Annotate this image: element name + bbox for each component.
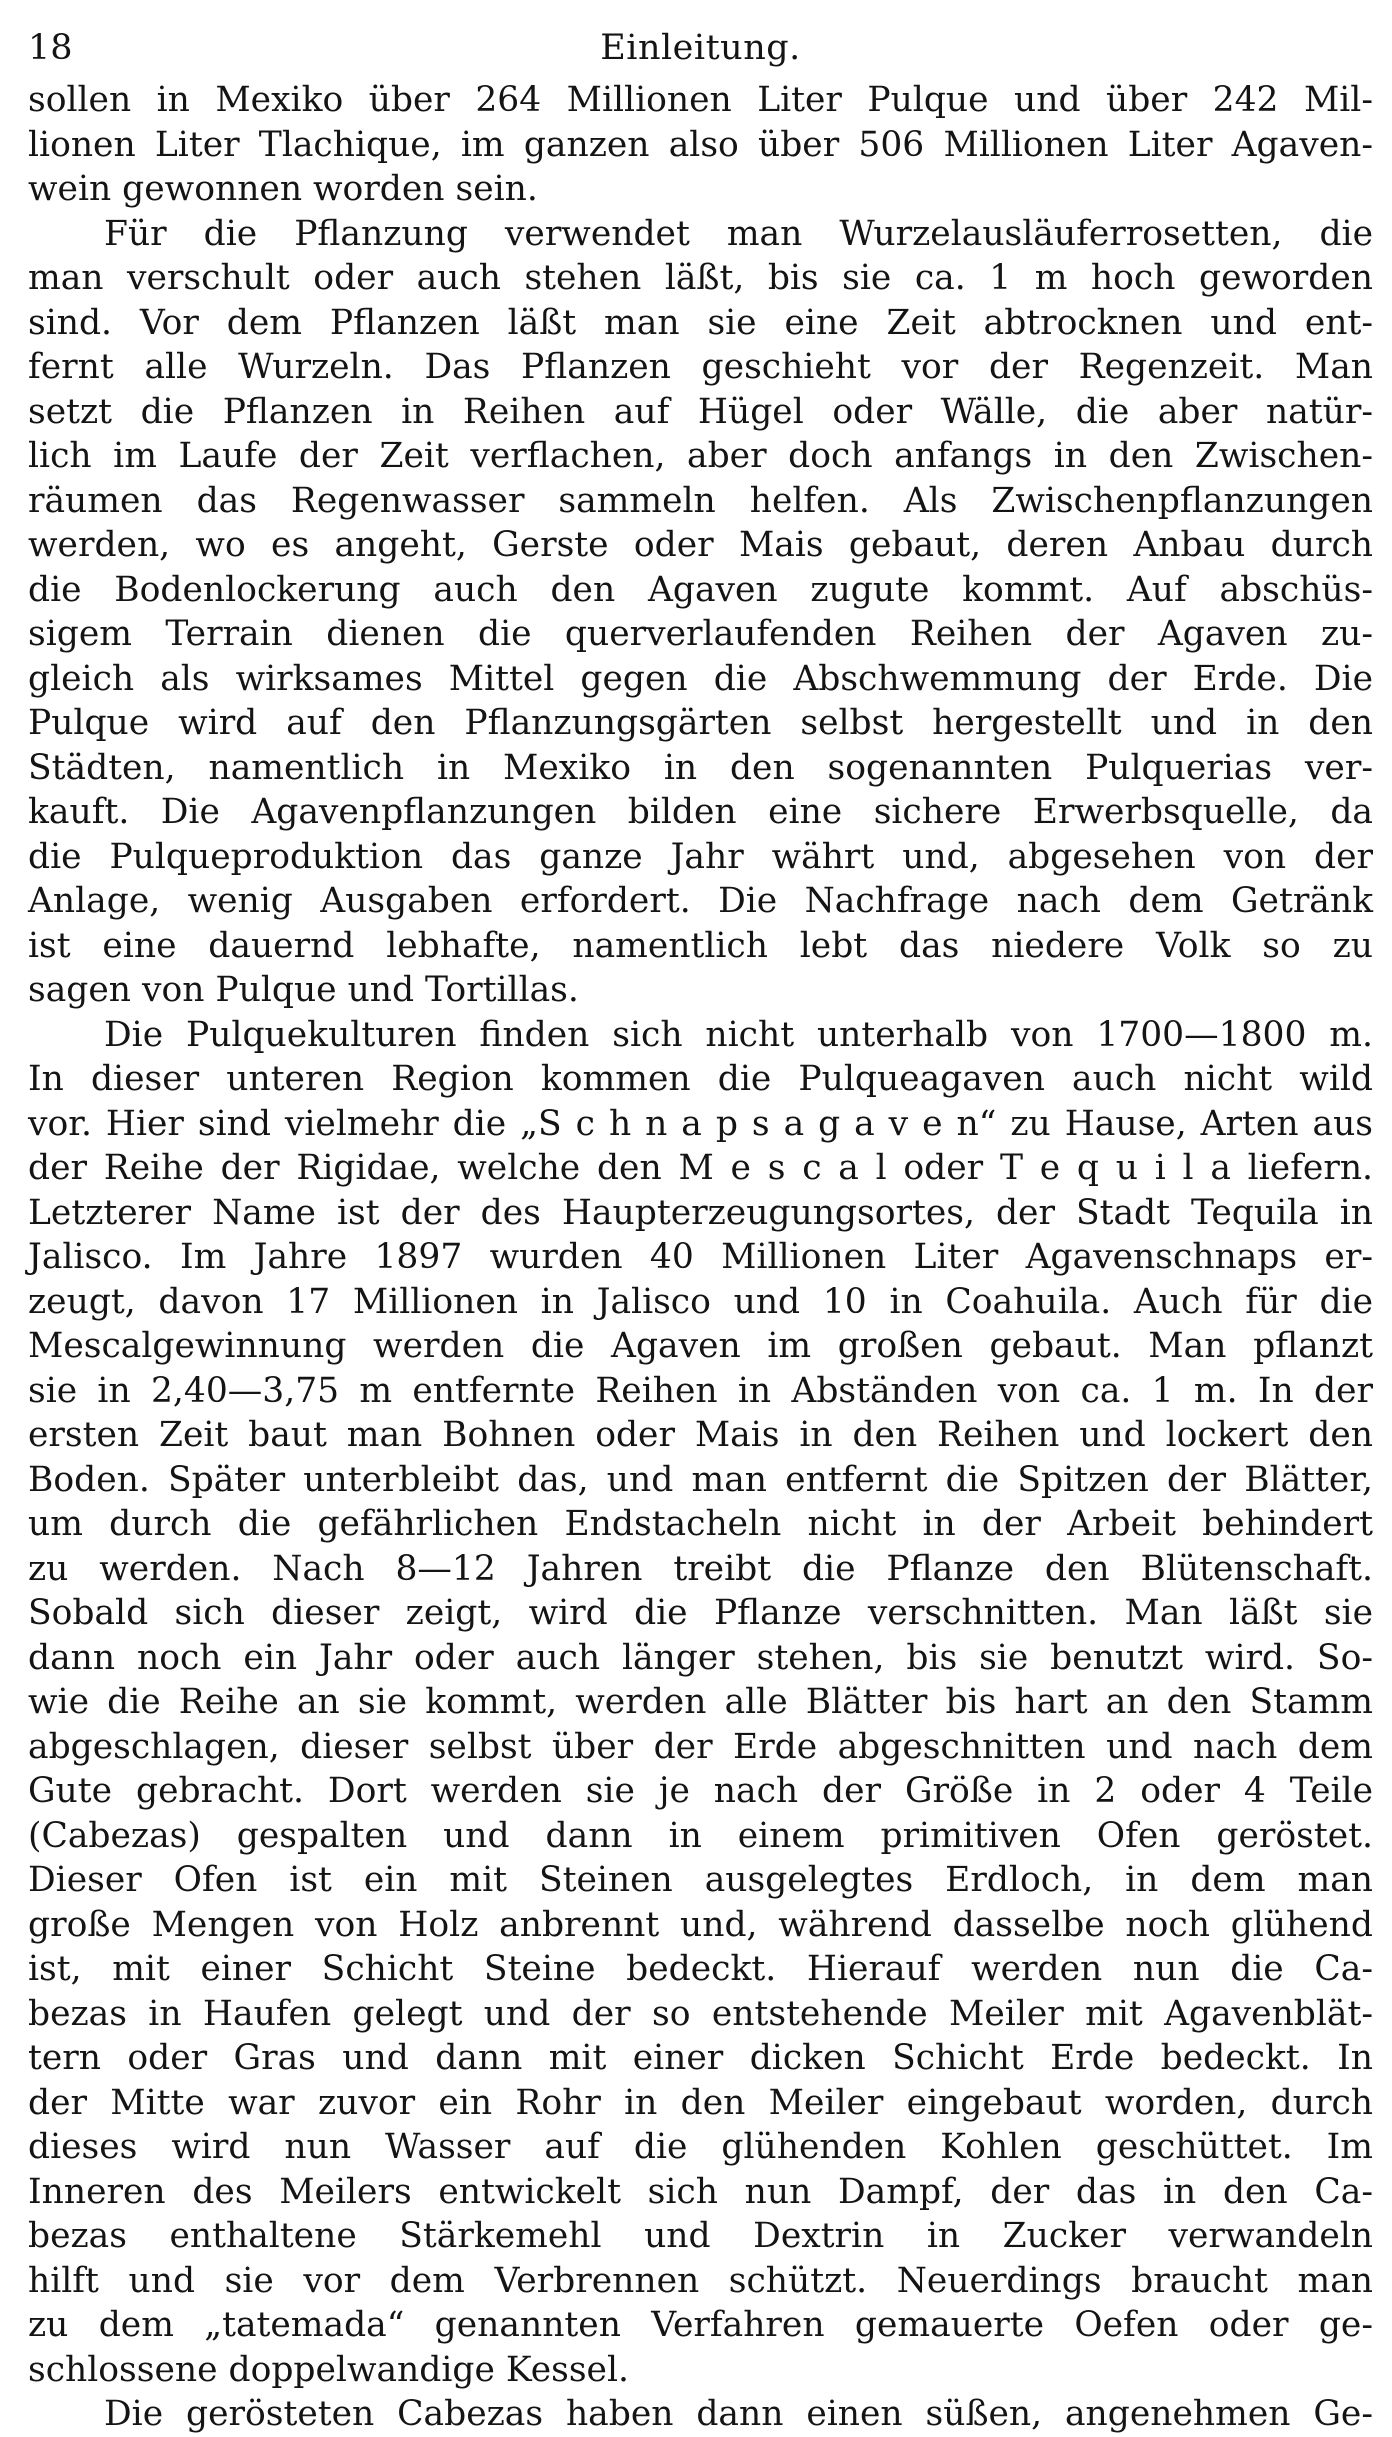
- text-line: bezas in Haufen gelegt und der so entstehende Meiler mit Agavenblät-: [28, 1993, 1373, 2034]
- text-line: Pulque wird auf den Pflanzungsgärten selbst hergestellt und in den: [28, 703, 1373, 743]
- text-line: lich im Laufe der Zeit verflachen, aber doch anfangs in den Zwischen-: [28, 436, 1373, 476]
- paragraph: [28, 212, 1373, 1013]
- text-line: große Mengen von Holz anbrennt und, während dasselbe noch glühend: [28, 1904, 1373, 1945]
- text-line: schlossene doppelwandige Kessel.: [28, 2349, 629, 2390]
- text-line: Die gerösteten Cabezas haben dann einen süßen, angenehmen Ge-: [104, 2394, 1373, 2434]
- text-line: der Mitte war zuvor ein Rohr in den Meiler eingebaut worden, durch: [28, 2082, 1373, 2123]
- text-line: die Bodenlockerung auch den Agaven zugute kommt. Auf abschüs-: [28, 569, 1373, 610]
- text-line: Gute gebracht. Dort werden sie je nach der Größe in 2 oder 4 Teile: [28, 1771, 1373, 1811]
- text-line: Inneren des Meilers entwickelt sich nun Dampf, der das in den Ca-: [28, 2171, 1373, 2212]
- text-line: Die Pulquekulturen finden sich nicht unterhalb von 1700—1800 m.: [104, 1014, 1373, 1055]
- text-line: (Cabezas) gespalten und dann in einem primitiven Ofen geröstet.: [28, 1815, 1373, 1856]
- body-text: [28, 78, 1373, 2437]
- text-line: Anlage, wenig Ausgaben erfordert. Die Nachfrage nach dem Getränk: [28, 881, 1373, 921]
- text-line: zu dem „tatemada“ genannten Verfahren gemauerte Oefen oder ge-: [28, 2305, 1373, 2345]
- text-line: zeugt, davon 17 Millionen in Jalisco und 10 in Coahuila. Auch für die: [28, 1281, 1373, 1322]
- text-line: werden, wo es angeht, Gerste oder Mais gebaut, deren Anbau durch: [28, 525, 1373, 565]
- text-line: lionen Liter Tlachique, im ganzen also über 506 Millionen Liter Agaven-: [28, 124, 1373, 165]
- text-line: sollen in Mexiko über 264 Millionen Liter Pulque und über 242 Mil-: [28, 80, 1373, 120]
- text-line: bezas enthaltene Stärkemehl und Dextrin in Zucker verwandeln: [28, 2216, 1373, 2256]
- text-line: der Reihe der Rigidae, welche den M e s c a l oder T e q u i l a liefern.: [28, 1148, 1373, 1188]
- text-line: setzt die Pflanzen in Reihen auf Hügel oder Wälle, die aber natür-: [28, 391, 1373, 432]
- text-line: kauft. Die Agavenpflanzungen bilden eine sichere Erwerbsquelle, da: [28, 792, 1373, 832]
- text-line: Mescalgewinnung werden die Agaven im großen gebaut. Man pflanzt: [28, 1326, 1373, 1366]
- text-line: ersten Zeit baut man Bohnen oder Mais in den Reihen und lockert den: [28, 1415, 1373, 1455]
- paragraph: [28, 78, 1373, 212]
- running-head: [28, 18, 1373, 78]
- text-line: Städten, namentlich in Mexiko in den sogenannten Pulquerias ver-: [28, 747, 1373, 788]
- text-line: Für die Pflanzung verwendet man Wurzelausläuferrosetten, die: [104, 213, 1373, 254]
- page-number: 18: [28, 28, 73, 68]
- text-line: hilft und sie vor dem Verbrennen schützt. Neuerdings braucht man: [28, 2260, 1373, 2301]
- text-line: die Pulqueproduktion das ganze Jahr währt und, abgesehen von der: [28, 836, 1373, 877]
- page-header-title: Einleitung.: [600, 28, 801, 68]
- text-line: räumen das Regenwasser sammeln helfen. Als Zwischenpflanzungen: [28, 480, 1373, 521]
- text-line: gleich als wirksames Mittel gegen die Abschwemmung der Erde. Die: [28, 658, 1373, 699]
- text-line: vor. Hier sind vielmehr die „S c h n a p s a g a v e n“ zu Hause, Arten aus: [28, 1103, 1373, 1144]
- text-line: Boden. Später unterbleibt das, und man entfernt die Spitzen der Blätter,: [28, 1459, 1373, 1500]
- text-line: fernt alle Wurzeln. Das Pflanzen geschieht vor der Regenzeit. Man: [28, 347, 1373, 387]
- text-line: sigem Terrain dienen die querverlaufenden Reihen der Agaven zu-: [28, 614, 1373, 654]
- text-line: Letzterer Name ist der des Haupterzeugungsortes, der Stadt Tequila in: [28, 1192, 1373, 1233]
- text-line: abgeschlagen, dieser selbst über der Erde abgeschnitten und nach dem: [28, 1726, 1373, 1767]
- text-line: dieses wird nun Wasser auf die glühenden Kohlen geschüttet. Im: [28, 2127, 1373, 2167]
- text-line: ist eine dauernd lebhafte, namentlich lebt das niedere Volk so zu: [28, 925, 1373, 966]
- text-line: sind. Vor dem Pflanzen läßt man sie eine Zeit abtrocknen und ent-: [28, 302, 1373, 343]
- text-line: tern oder Gras und dann mit einer dicken Schicht Erde bedeckt. In: [28, 2038, 1373, 2078]
- text-line: wein gewonnen worden sein.: [28, 169, 538, 209]
- text-line: sie in 2,40—3,75 m entfernte Reihen in Abständen von ca. 1 m. In der: [28, 1370, 1373, 1411]
- text-line: sagen von Pulque und Tortillas.: [28, 970, 579, 1010]
- text-line: ist, mit einer Schicht Steine bedeckt. Hierauf werden nun die Ca-: [28, 1949, 1373, 1989]
- text-line: Sobald sich dieser zeigt, wird die Pflanze verschnitten. Man läßt sie: [28, 1593, 1373, 1633]
- paragraph: [28, 1013, 1373, 2393]
- text-line: wie die Reihe an sie kommt, werden alle Blätter bis hart an den Stamm: [28, 1682, 1373, 1722]
- text-line: Jalisco. Im Jahre 1897 wurden 40 Millionen Liter Agavenschnaps er-: [28, 1237, 1373, 1277]
- text-line: man verschult oder auch stehen läßt, bis sie ca. 1 m hoch geworden: [28, 258, 1373, 298]
- text-line: dann noch ein Jahr oder auch länger stehen, bis sie benutzt wird. So-: [28, 1637, 1373, 1678]
- book-page: [28, 18, 1373, 2437]
- text-line: um durch die gefährlichen Endstacheln nicht in der Arbeit behindert: [28, 1504, 1373, 1544]
- paragraph: [28, 2392, 1373, 2437]
- text-line: In dieser unteren Region kommen die Pulqueagaven auch nicht wild: [28, 1059, 1373, 1099]
- text-line: Dieser Ofen ist ein mit Steinen ausgelegtes Erdloch, in dem man: [28, 1860, 1373, 1900]
- text-line: zu werden. Nach 8—12 Jahren treibt die Pflanze den Blütenschaft.: [28, 1548, 1373, 1589]
